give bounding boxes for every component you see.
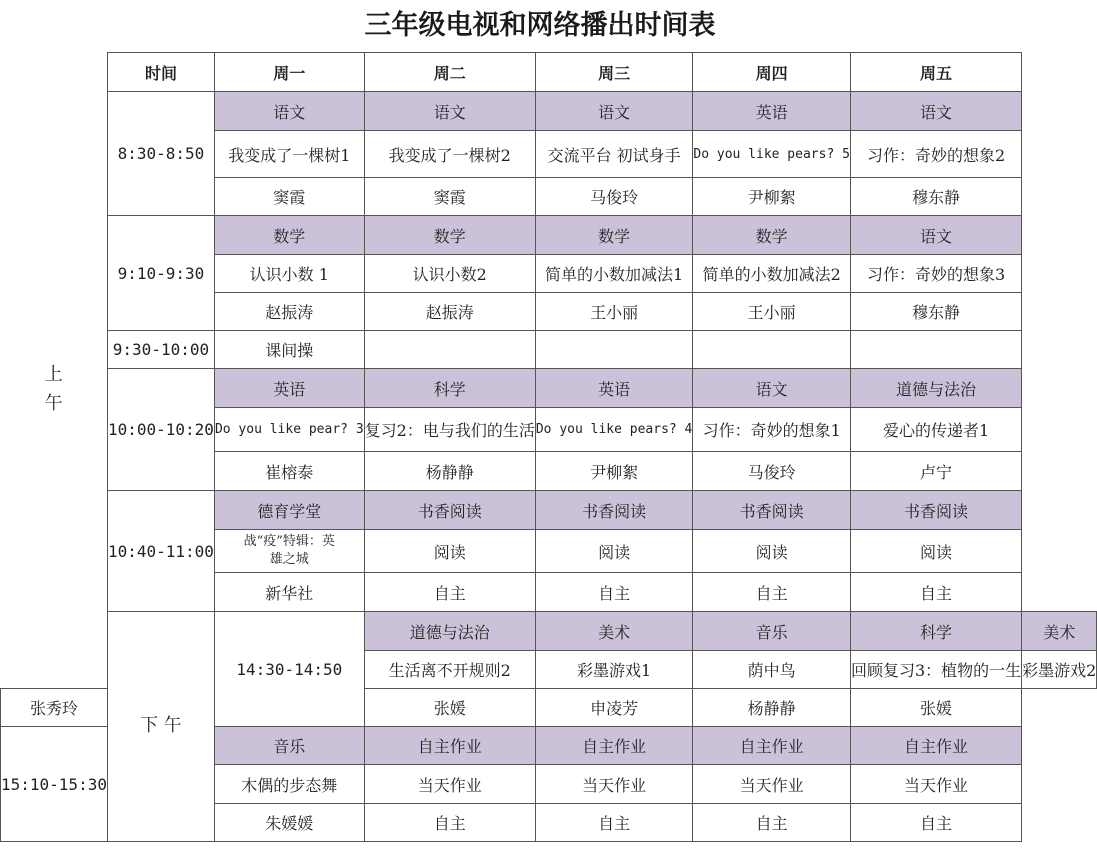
time-cell: 8:30-8:50 — [107, 92, 214, 216]
teacher-cell: 崔榕泰 — [214, 452, 364, 491]
lesson-cell: 爱心的传递者1 — [850, 408, 1021, 452]
time-cell: 10:00-10:20 — [107, 369, 214, 491]
lesson-cell: Do you like pear? 3 — [214, 408, 364, 452]
activity-cell: 课间操 — [214, 331, 364, 369]
header-wednesday: 周三 — [535, 53, 693, 92]
subject-cell: 音乐 — [214, 727, 364, 765]
header-thursday: 周四 — [693, 53, 851, 92]
subject-cell: 书香阅读 — [693, 491, 851, 530]
header-row — [1, 53, 1097, 92]
teacher-cell: 自主 — [364, 804, 535, 842]
empty-cell — [850, 331, 1021, 369]
period-header-spacer — [1, 53, 108, 92]
lesson-cell — [364, 408, 535, 452]
subject-cell: 语文 — [535, 92, 693, 131]
lesson-cell — [214, 530, 364, 573]
period-label: 上午 — [44, 363, 63, 414]
empty-cell — [364, 331, 535, 369]
teacher-cell: 尹柳絮 — [693, 178, 851, 216]
subject-cell: 书香阅读 — [364, 491, 535, 530]
teacher-cell: 杨静静 — [693, 689, 851, 727]
subject-cell: 美术 — [1022, 612, 1097, 651]
time-cell: 10:40-11:00 — [107, 491, 214, 612]
teacher-cell: 新华社 — [214, 573, 364, 612]
subject-cell: 美术 — [535, 612, 693, 651]
lesson-cell: 当天作业 — [693, 765, 851, 804]
subject-cell: 道德与法治 — [850, 369, 1021, 408]
subject-cell: 自主作业 — [364, 727, 535, 765]
lesson-cell: 我变成了一棵树1 — [214, 131, 364, 178]
lesson-cell: 简单的小数加减法1 — [535, 255, 693, 293]
period-morning — [1, 92, 108, 689]
teacher-cell: 朱媛媛 — [214, 804, 364, 842]
teacher-cell: 张媛 — [850, 689, 1021, 727]
table-row — [1, 612, 1097, 651]
table-row — [1, 92, 1097, 131]
teacher-cell: 卢宁 — [850, 452, 1021, 491]
table-row — [1, 216, 1097, 255]
time-cell: 14:30-14:50 — [214, 612, 364, 727]
time-cell: 9:10-9:30 — [107, 216, 214, 331]
subject-cell: 科学 — [850, 612, 1021, 651]
teacher-cell: 申凌芳 — [535, 689, 693, 727]
subject-cell: 自主作业 — [850, 727, 1021, 765]
teacher-cell: 自主 — [693, 573, 851, 612]
lesson-text: 战“疫”特辑：英雄之城 — [243, 534, 335, 567]
lesson-cell: 阅读 — [850, 530, 1021, 573]
lesson-cell: 简单的小数加减法2 — [693, 255, 851, 293]
subject-cell: 语文 — [364, 92, 535, 131]
lesson-text: 复习2：电与我们的生活 — [364, 421, 535, 440]
period-afternoon: 下 午 — [107, 612, 214, 842]
lesson-cell: 习作：奇妙的想象1 — [693, 408, 851, 452]
page-title: 三年级电视和网络播出时间表 — [364, 10, 716, 41]
subject-cell: 书香阅读 — [535, 491, 693, 530]
lesson-cell: 彩墨游戏2 — [1022, 651, 1097, 689]
teacher-cell: 王小丽 — [535, 293, 693, 331]
teacher-cell: 赵振涛 — [214, 293, 364, 331]
lesson-cell: 习作：奇妙的想象2 — [850, 131, 1021, 178]
teacher-cell: 马俊玲 — [693, 452, 851, 491]
empty-cell — [535, 331, 693, 369]
subject-cell: 音乐 — [693, 612, 851, 651]
teacher-cell: 王小丽 — [693, 293, 851, 331]
lesson-cell: 认识小数2 — [364, 255, 535, 293]
subject-cell: 语文 — [214, 92, 364, 131]
header-time: 时间 — [107, 53, 214, 92]
teacher-cell: 自主 — [535, 804, 693, 842]
teacher-cell: 自主 — [364, 573, 535, 612]
lesson-cell: 彩墨游戏1 — [535, 651, 693, 689]
teacher-cell: 张媛 — [364, 689, 535, 727]
lesson-cell: 荫中鸟 — [693, 651, 851, 689]
subject-cell: 自主作业 — [535, 727, 693, 765]
teacher-cell: 自主 — [850, 573, 1021, 612]
lesson-cell: 交流平台 初试身手 — [535, 131, 693, 178]
lesson-cell: 当天作业 — [364, 765, 535, 804]
lesson-cell: 阅读 — [535, 530, 693, 573]
subject-cell: 语文 — [850, 216, 1021, 255]
subject-cell: 英语 — [214, 369, 364, 408]
subject-cell: 德育学堂 — [214, 491, 364, 530]
header-tuesday: 周二 — [364, 53, 535, 92]
lesson-cell: 木偶的步态舞 — [214, 765, 364, 804]
header-friday: 周五 — [850, 53, 1021, 92]
subject-cell: 语文 — [693, 369, 851, 408]
time-cell: 15:10-15:30 — [1, 727, 108, 842]
empty-cell — [693, 331, 851, 369]
teacher-cell: 马俊玲 — [535, 178, 693, 216]
lesson-cell: 我变成了一棵树2 — [364, 131, 535, 178]
lesson-cell: 习作：奇妙的想象3 — [850, 255, 1021, 293]
time-cell: 9:30-10:00 — [107, 331, 214, 369]
table-row — [1, 369, 1097, 408]
teacher-cell: 自主 — [850, 804, 1021, 842]
teacher-cell: 穆东静 — [850, 178, 1021, 216]
teacher-cell: 杨静静 — [364, 452, 535, 491]
teacher-cell: 自主 — [693, 804, 851, 842]
lesson-cell: 阅读 — [364, 530, 535, 573]
teacher-cell: 自主 — [535, 573, 693, 612]
subject-cell: 道德与法治 — [364, 612, 535, 651]
teacher-cell: 窦霞 — [364, 178, 535, 216]
subject-cell: 语文 — [850, 92, 1021, 131]
subject-cell: 数学 — [214, 216, 364, 255]
schedule-table — [0, 52, 1097, 842]
subject-cell: 数学 — [535, 216, 693, 255]
header-monday: 周一 — [214, 53, 364, 92]
subject-cell: 自主作业 — [693, 727, 851, 765]
lesson-text: 回顾复习3：植物的一生 — [850, 661, 1022, 680]
subject-cell: 英语 — [693, 92, 851, 131]
teacher-cell: 赵振涛 — [364, 293, 535, 331]
lesson-cell: Do you like pears? 4 — [535, 408, 693, 452]
lesson-cell: 当天作业 — [535, 765, 693, 804]
lesson-cell: Do you like pears? 5 — [693, 131, 851, 178]
table-row — [1, 491, 1097, 530]
lesson-cell — [850, 651, 1021, 689]
teacher-cell: 尹柳絮 — [535, 452, 693, 491]
lesson-cell: 当天作业 — [850, 765, 1021, 804]
subject-cell: 书香阅读 — [850, 491, 1021, 530]
table-row — [1, 331, 1097, 369]
subject-cell: 数学 — [364, 216, 535, 255]
lesson-cell: 生活离不开规则2 — [364, 651, 535, 689]
subject-cell: 英语 — [535, 369, 693, 408]
lesson-cell: 阅读 — [693, 530, 851, 573]
subject-cell: 科学 — [364, 369, 535, 408]
teacher-cell: 张秀玲 — [1, 689, 108, 727]
lesson-cell: 认识小数 1 — [214, 255, 364, 293]
teacher-cell: 穆东静 — [850, 293, 1021, 331]
teacher-cell: 窦霞 — [214, 178, 364, 216]
subject-cell: 数学 — [693, 216, 851, 255]
